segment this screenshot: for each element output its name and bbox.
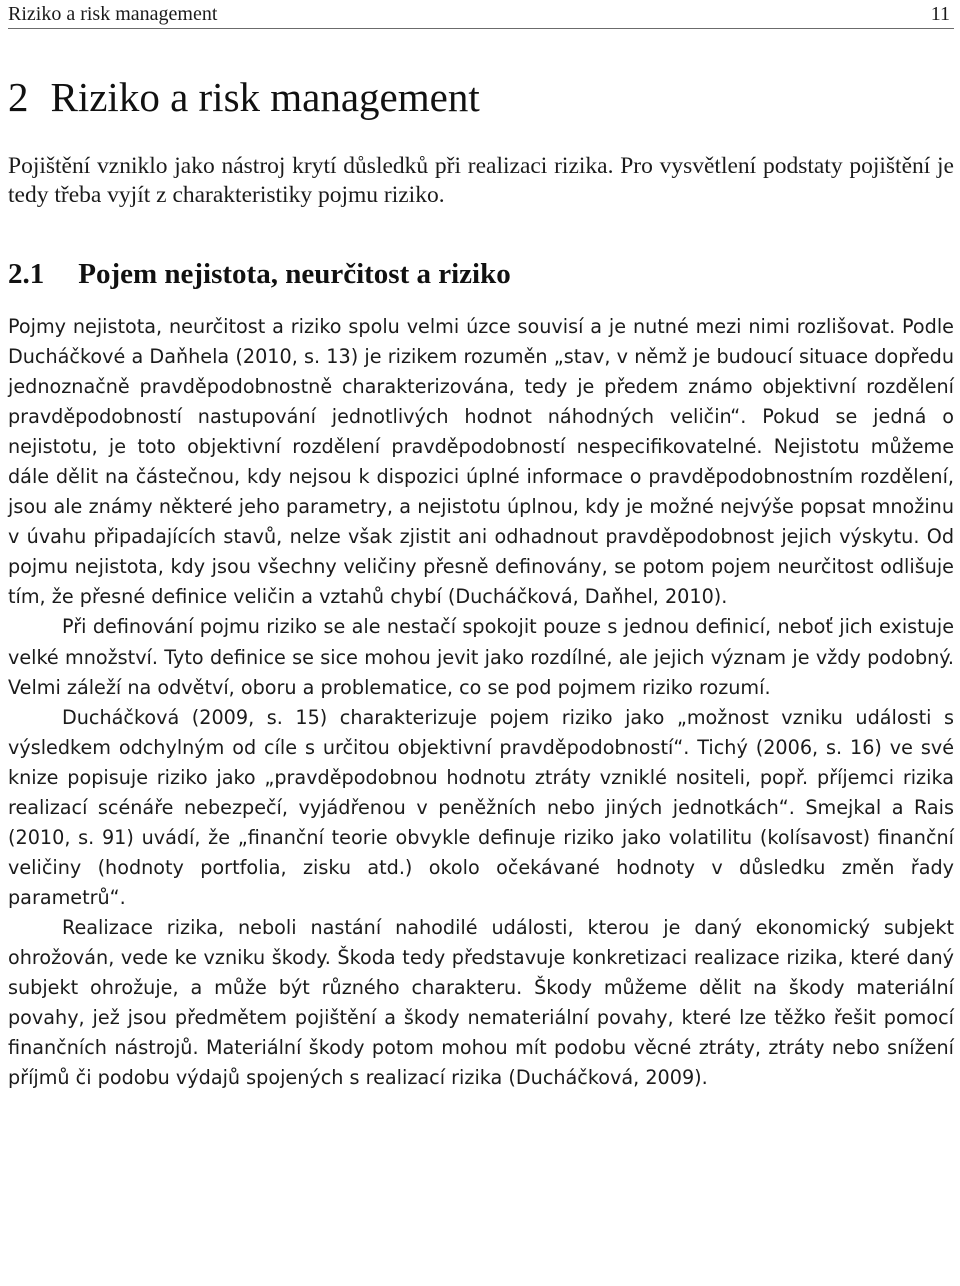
body-paragraph: Pojmy nejistota, neurčitost a riziko spolu velmi úzce souvisí a je nutné mezi nimi rozlišovat. Podle Ducháčkové a Daňhela (2010, s. 13) je rizikem rozuměn „stav, v němž je budoucí situace dopředu jednoznačně pravděpodobnostně charakterizována, tedy je předem známo objektivní rozdělení pravděpodobností nastupování jednotlivých hodnot náhodných veličin“. Pokud se jedná o nejistotu, je toto objektivní rozdělení pravděpodobností nespecifikovatelné. Nejistotu můžeme dále dělit na částečnou, kdy nejsou k dispozici úplné informace o pravděpodobnostním rozdělení, jsou ale známy některé jeho parametry, a nejistotu úplnou, kdy je možné nejvýše popsat množinu v úvahu připadajících stavů, nelze však zjistit ani odhadnout pravděpodobnost jejich výskytu. Od pojmu nejistota, kdy jsou všechny veličiny přesně definovány, se potom pojem neurčitost odlišuje tím, že přesné definice veličin a vztahů chybí (Ducháčková, Daňhel, 2010).	[8, 315, 954, 609]
section-title: Pojem nejistota, neurčitost a riziko	[78, 258, 511, 290]
section-heading	[8, 256, 511, 292]
body-paragraph: Při definování pojmu riziko se ale nestačí spokojit pouze s jednou definicí, neboť jich existuje velké množství. Tyto definice se sice mohou jevit jako rozdílné, ale jejich význam je vždy podobný. Velmi záleží na odvětví, oboru a problematice, co se pod pojmem riziko rozumí.	[8, 615, 954, 699]
chapter-intro-paragraph: Pojištění vzniklo jako nástroj krytí důsledků při realizaci rizika. Pro vysvětlení podstaty pojištění je tedy třeba vyjít z charakteristiky pojmu riziko.	[8, 153, 954, 208]
body-paragraph: Realizace rizika, neboli nastání nahodilé události, kterou je daný ekonomický subjekt ohrožován, vede ke vzniku škody. Škoda tedy představuje konkretizaci realizace rizika, které daný subjekt ohrožuje, a může být různého charakteru. Škody můžeme dělit na škody materiální povahy, jež jsou předmětem pojištění a škody nemateriální povahy, které lze těžko řešit pomocí finančních nástrojů. Materiální škody potom mohou mít podobu věcné ztráty, ztráty nebo snížení příjmů či podobu výdajů spojených s realizací rizika (Ducháčková, 2009).	[8, 915, 954, 1090]
page-number: 11	[930, 3, 950, 25]
chapter-title: Riziko a risk management	[50, 74, 480, 120]
section-number: 2.1	[8, 258, 45, 290]
chapter-heading	[8, 72, 480, 122]
section-body	[8, 312, 954, 1093]
running-header-title: Riziko a risk management	[8, 3, 218, 25]
body-paragraph: Ducháčková (2009, s. 15) charakterizuje pojem riziko jako „možnost vzniku události s výsledkem odchylným od cíle s určitou objektivní pravděpodobností“. Tichý (2006, s. 16) ve své knize popisuje riziko jako „pravděpodobnou hodnotu ztráty vzniklé nositeli, popř. příjemci rizika realizací scénáře nebezpečí, vyjádřenou v peněžních nebo jiných jednotkách“. Smejkal a Rais (2010, s. 91) uvádí, že „finanční teorie obvykle definuje riziko jako volatilitu (kolísavost) finanční veličiny (hodnoty portfolia, zisku atd.) okolo očekávané hodnoty v důsledku změn řady parametrů“.	[8, 705, 954, 909]
chapter-number: 2	[8, 74, 29, 120]
running-header	[8, 2, 954, 29]
